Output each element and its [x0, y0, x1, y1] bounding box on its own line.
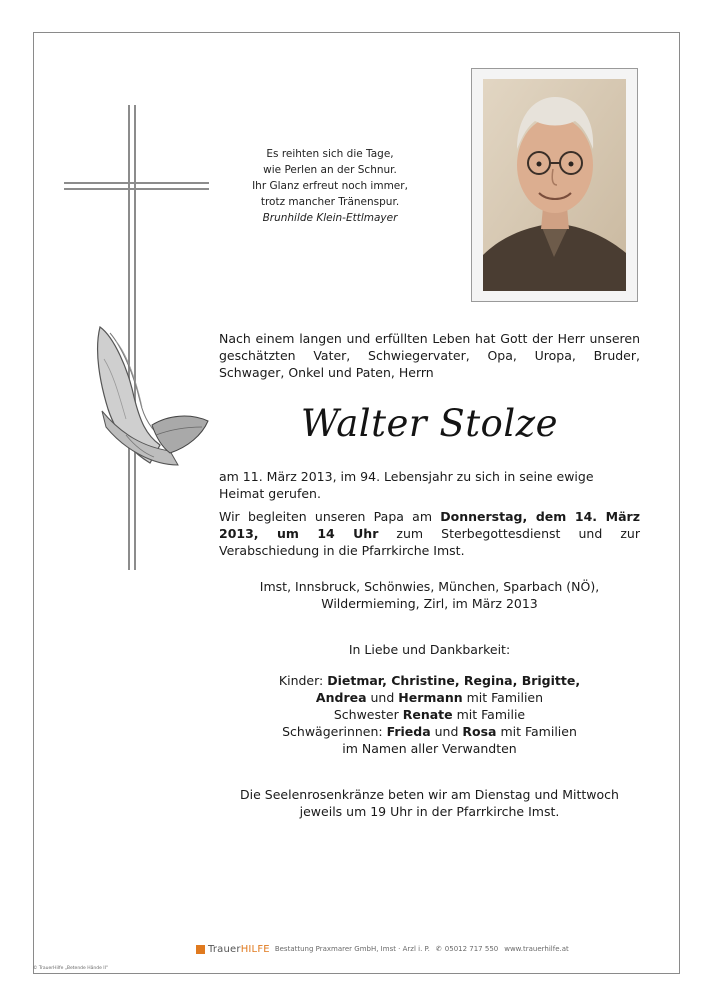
deceased-name: Walter Stolze	[300, 402, 559, 445]
footer-web: www.trauerhilfe.at	[504, 945, 569, 953]
places-line: Imst, Innsbruck, Schönwies, München, Sparbach (NÖ),	[259, 579, 600, 594]
inlaws-label: Schwägerinnen:	[282, 724, 387, 739]
poem	[215, 146, 445, 226]
conjunction: und	[366, 690, 399, 705]
sister-name: Renate	[402, 707, 453, 722]
poem-line: wie Perlen an der Schnur.	[263, 164, 397, 176]
brand-name-b: HILFE	[240, 943, 270, 955]
funeral-text-b: zum Sterbegottesdienst und zur Verabschiedung in die Pfarrkirche Imst.	[219, 526, 640, 558]
gratitude-line: In Liebe und Dankbarkeit:	[348, 642, 511, 657]
poem-line: Es reihten sich die Tage,	[266, 148, 394, 160]
rosary-line: jeweils um 19 Uhr in der Pfarrkirche Imst.	[299, 804, 560, 819]
phone-icon: ✆	[435, 945, 442, 953]
copyright-note: © TrauerHilfe „Betende Hände II“	[33, 966, 109, 971]
footer-phone: 05012 717 550	[444, 945, 499, 953]
places-date	[219, 578, 640, 612]
brand-name	[208, 944, 270, 955]
relatives-line: im Namen aller Verwandten	[342, 741, 517, 756]
portrait-photo	[483, 79, 626, 291]
family-list	[219, 672, 640, 757]
funeral-text-a: Wir begleiten unseren Papa am	[219, 509, 441, 524]
sister-label: Schwester	[333, 707, 403, 722]
funeral-date: Donnerstag, dem 14. März 2013, um 14 Uhr	[219, 509, 640, 541]
poem-author: Brunhilde Klein-Ettlmayer	[262, 212, 398, 224]
poem-line: trotz mancher Tränenspur.	[260, 196, 400, 208]
sister-suffix: mit Familie	[452, 707, 526, 722]
conjunction: und	[430, 724, 463, 739]
inlaw-rosa: Rosa	[462, 724, 497, 739]
rosary-line: Die Seelenrosenkränze beten wir am Dienstag und Mittwoch	[240, 787, 619, 802]
footer	[196, 943, 569, 955]
with-families: mit Familien	[462, 690, 544, 705]
passed-text: am 11. März 2013, im 94. Lebensjahr zu sich in seine ewige Heimat gerufen.	[219, 469, 594, 501]
funeral-text	[219, 508, 640, 559]
sister-line	[219, 706, 640, 723]
places-line: Wildermieming, Zirl, im März 2013	[321, 596, 538, 611]
children-names: Dietmar, Christine, Regina, Brigitte,	[327, 673, 581, 688]
child-hermann: Hermann	[398, 690, 463, 705]
poem-line: Ihr Glanz erfreut noch immer,	[252, 180, 408, 192]
footer-company: Bestattung Praxmarer GmbH, Imst · Arzl i. P.	[274, 945, 430, 953]
inlaws-suffix: mit Familien	[496, 724, 577, 739]
brand-logo-icon	[196, 945, 205, 954]
intro-text: Nach einem langen und erfüllten Leben hat Gott der Herr unseren geschätzten Vater, Schwiegervater, Opa, Uropa, Bruder, Schwager, Onkel und Paten, Herrn	[219, 331, 640, 380]
praying-hands-icon	[92, 323, 210, 473]
children-line	[219, 672, 640, 689]
children-line-2	[219, 689, 640, 706]
children-label: Kinder:	[278, 673, 328, 688]
brand-name-a: Trauer	[208, 943, 241, 955]
rosary-notice	[219, 786, 640, 820]
portrait-frame	[471, 68, 638, 302]
inlaws-line	[219, 723, 640, 740]
portrait-image	[483, 79, 626, 291]
child-andrea: Andrea	[315, 690, 367, 705]
inlaw-frieda: Frieda	[386, 724, 431, 739]
